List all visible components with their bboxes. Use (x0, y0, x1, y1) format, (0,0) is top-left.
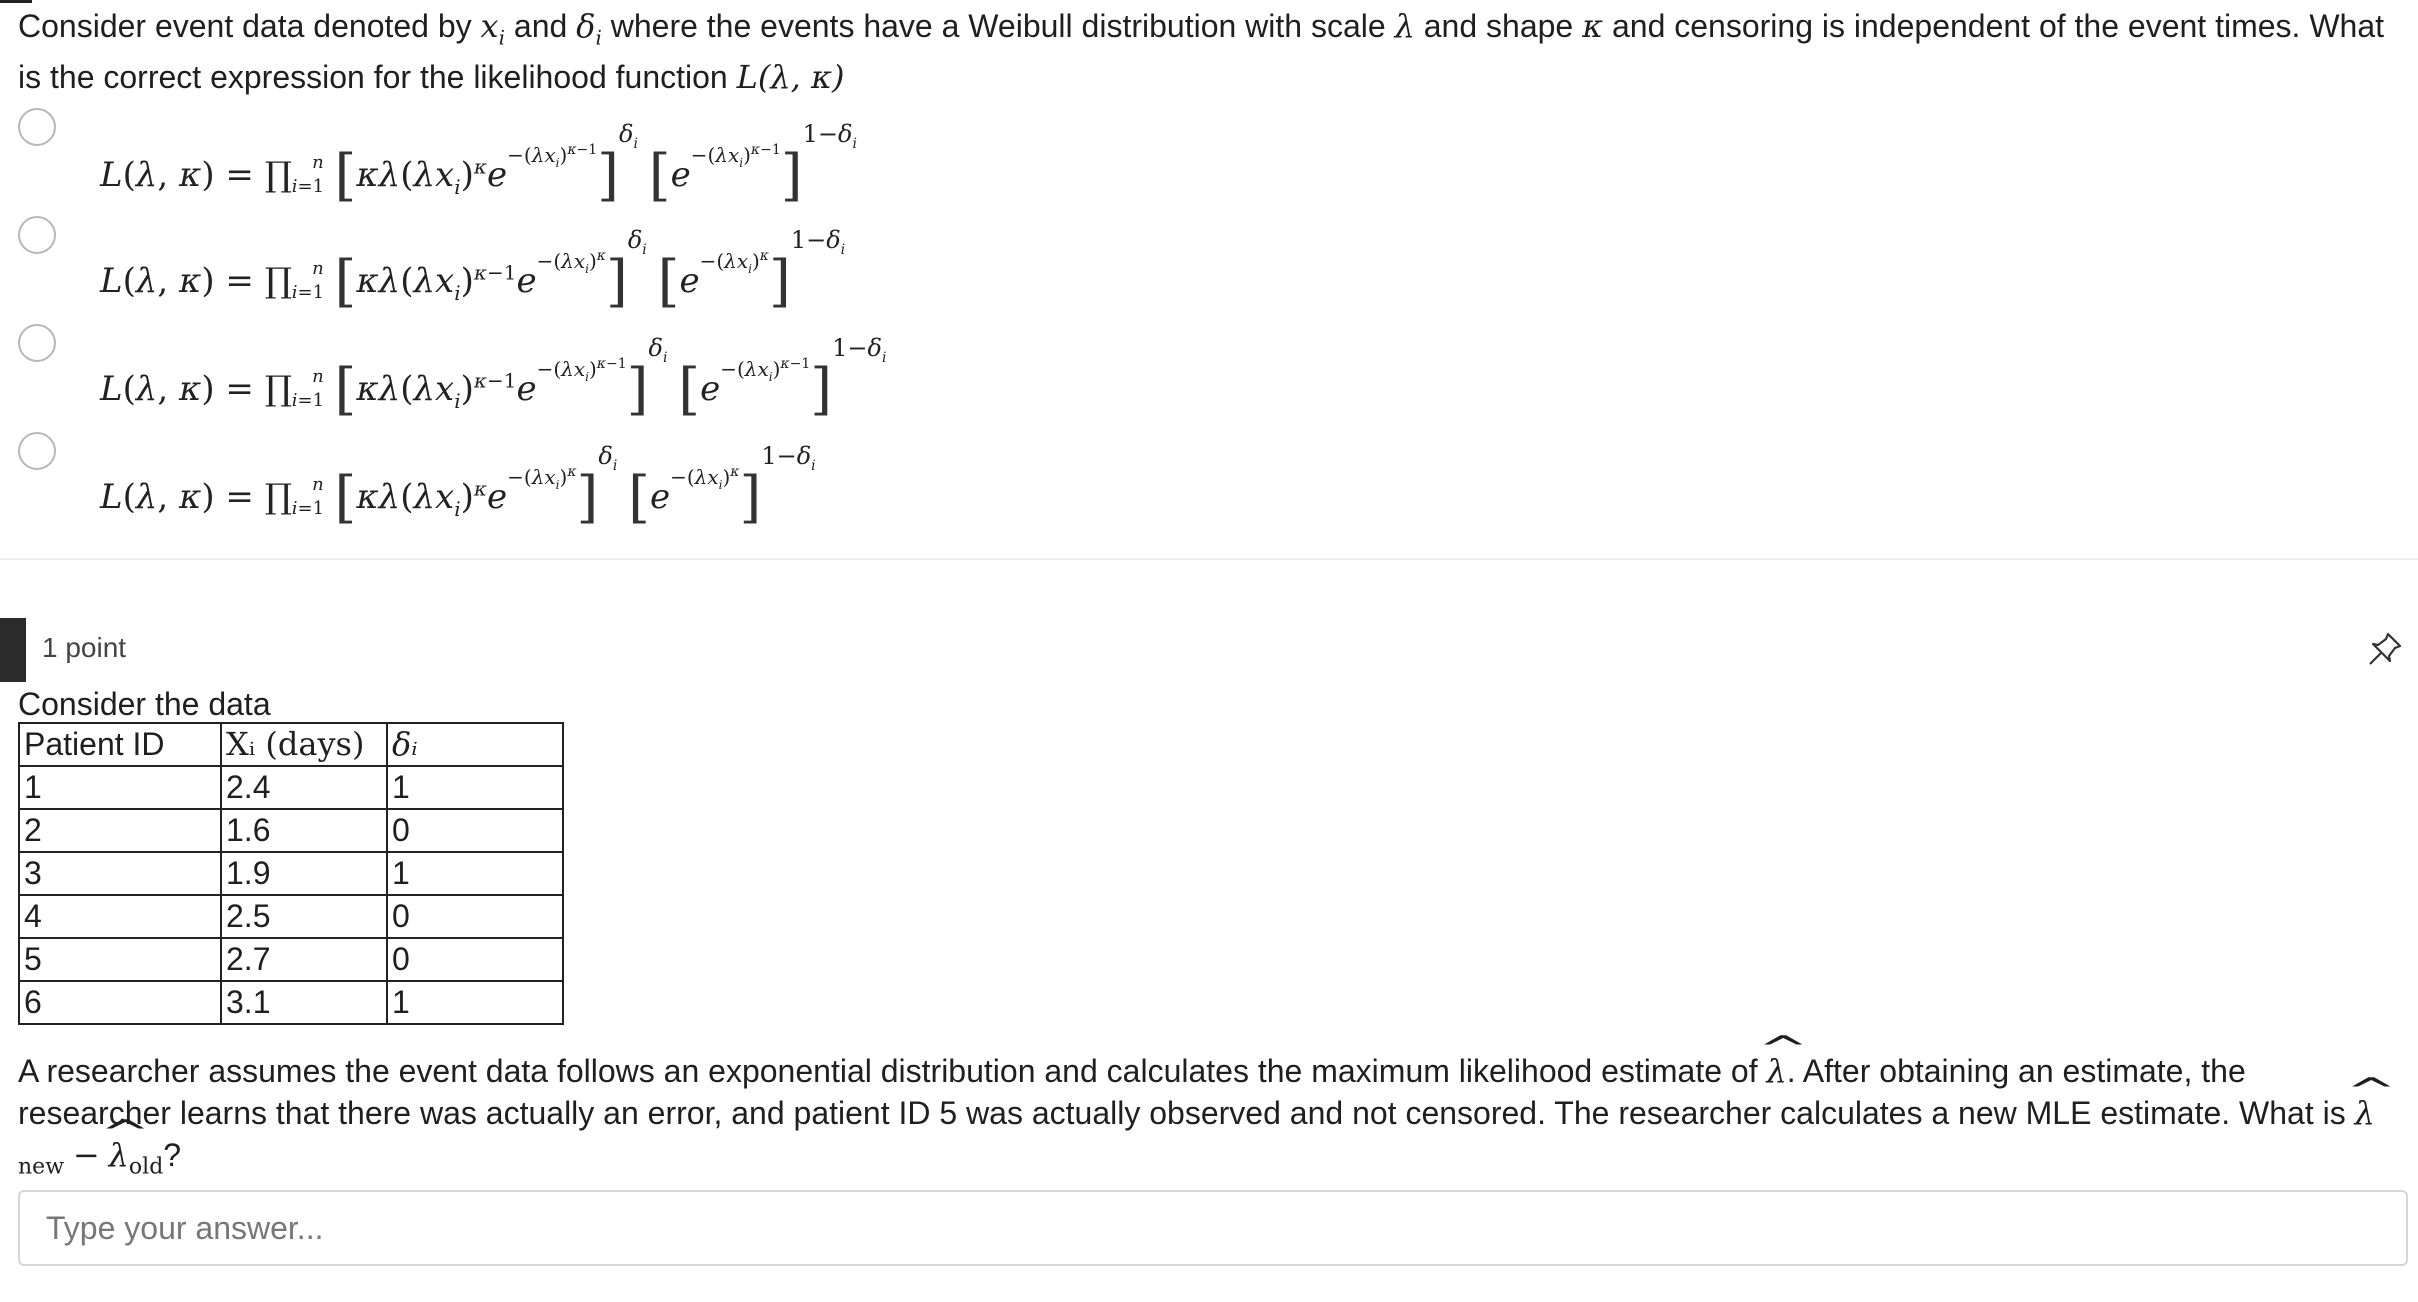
table-header-row (19, 723, 563, 766)
question-2-text: A researcher assumes the event data follows an exponential distribution and calculates the maximum likelihood estimate of ^ λ. After obtaining an estimate, the researcher learns that there was actually an error, and patient ID 5 was actually observed and not censored. The researcher calculates a new MLE estimate. What is ^ $\lambda_{new}$ − ^ $\lambda_{old}$? (18, 1050, 2388, 1230)
table-cell: 2 (19, 809, 221, 852)
table-header-cell: δᵢ (387, 723, 563, 766)
top-edge-mark (0, 0, 32, 3)
option-2-radio[interactable] (18, 216, 56, 254)
table-cell: 0 (387, 938, 563, 981)
option-1[interactable] (18, 104, 1118, 208)
table-cell: 3.1 (221, 981, 387, 1024)
option-4[interactable] (18, 428, 1118, 528)
table-cell: 1 (387, 852, 563, 895)
option-3-formula: L(λ, $\kappa) = \prod_{i=1}^n$ $[\kappa\lambda(\lambda x_i)^{\kappa-1}e^{-(\lambda x_i)^{\kappa-1}}]^{\delta_i}$ $[e^{-(\lambda x_i)^{\kappa-1}}]^{1-\delta_i}$ (100, 334, 887, 422)
table-row (19, 809, 563, 852)
option-1-formula: L(λ, $\kappa) = \prod_{i=1}^n$ $[\kappa\lambda(\lambda x_i)^\kappa e^{-(\lambda x_i)^{\kappa-1}}]^{\delta_i}$ $[e^{-(\lambda x_i)^{\kappa-1}}]^{1-\delta_i}$ (100, 120, 857, 208)
table-cell: 6 (19, 981, 221, 1024)
option-3-radio[interactable] (18, 324, 56, 362)
table-cell: 2.4 (221, 766, 387, 809)
table-header-cell: Xᵢ (days) (221, 723, 387, 766)
table-row (19, 895, 563, 938)
table-row (19, 852, 563, 895)
table-row (19, 766, 563, 809)
answer-input[interactable] (18, 1190, 2408, 1266)
patient-data-table (18, 722, 564, 1025)
table-cell: 0 (387, 809, 563, 852)
table-cell: 1 (19, 766, 221, 809)
consider-data-label: Consider the data (18, 686, 271, 722)
table-cell: 5 (19, 938, 221, 981)
table-header-cell: Patient ID (19, 723, 221, 766)
option-3[interactable] (18, 320, 1118, 420)
table-cell: 0 (387, 895, 563, 938)
table-cell: 2.7 (221, 938, 387, 981)
option-4-formula: L(λ, $\kappa) = \prod_{i=1}^n$ $[\kappa\lambda(\lambda x_i)^\kappa e^{-(\lambda x_i)^\kappa}]^{\delta_i}$ $[e^{-(\lambda x_i)^\kappa}]^{1-\delta_i}$ (100, 442, 816, 530)
option-4-radio[interactable] (18, 432, 56, 470)
table-cell: 1 (387, 766, 563, 809)
table-cell: 1.9 (221, 852, 387, 895)
section-divider (0, 558, 2418, 560)
points-label: 1 point (42, 632, 127, 663)
table-row (19, 981, 563, 1024)
question-2-indicator-bar (0, 618, 26, 682)
table-cell: 3 (19, 852, 221, 895)
option-2-formula: L(λ, $\kappa) = \prod_{i=1}^n$ $[\kappa\lambda(\lambda x_i)^{\kappa-1}e^{-(\lambda x_i)^\kappa}]^{\delta_i}$ $[e^{-(\lambda x_i)^\kappa}]^{1-\delta_i}$ (100, 226, 846, 314)
table-cell: 2.5 (221, 895, 387, 938)
table-cell: 1 (387, 981, 563, 1024)
pin-icon[interactable] (2364, 628, 2406, 670)
option-2[interactable] (18, 212, 1118, 312)
question-1-text: Consider event data denoted by $x_i$ and $\delta_i$ where the events have a Weibull distribution with scale λ and shape κ and censoring is independent of the event times. What is the correct expression for the likelihood function L(λ, κ) (18, 7, 2384, 97)
option-1-radio[interactable] (18, 108, 56, 146)
lambda-hat: ^ λ (1767, 1050, 1787, 1092)
table-cell: 4 (19, 895, 221, 938)
table-row (19, 938, 563, 981)
table-cell: 1.6 (221, 809, 387, 852)
